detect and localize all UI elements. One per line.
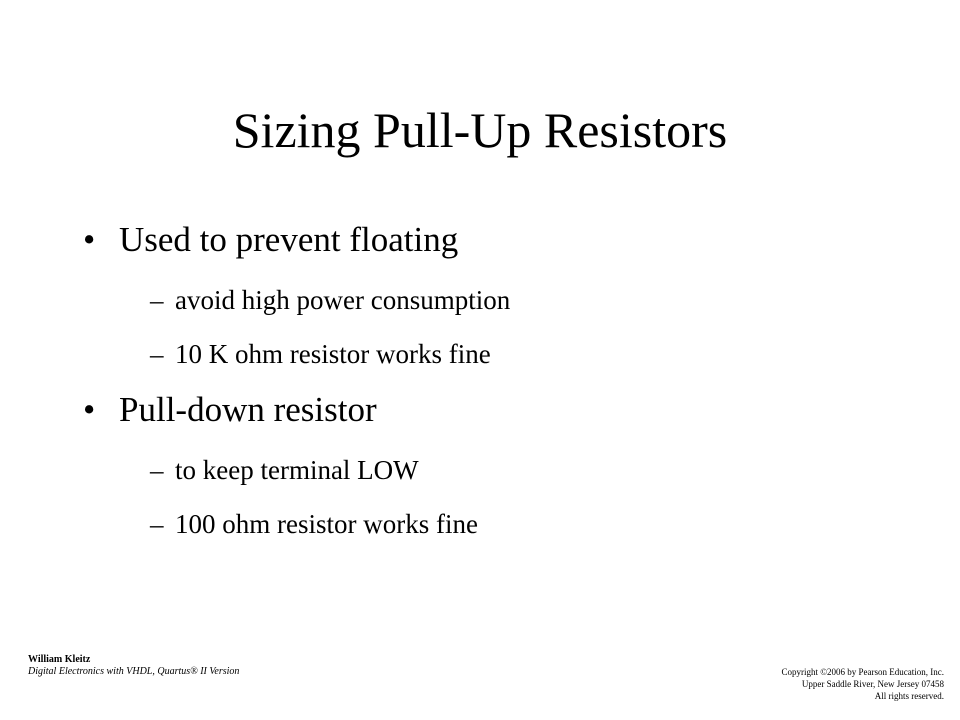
footer-copyright-line: Upper Saddle River, New Jersey 07458 <box>801 679 944 689</box>
sub-bullet-text: avoid high power consumption <box>175 285 511 315</box>
sub-bullet-marker: – <box>150 509 164 539</box>
footer-author: William Kleitz <box>28 654 91 665</box>
bullet-marker: • <box>83 390 96 429</box>
sub-bullet-marker: – <box>150 339 164 369</box>
sub-bullet-marker: – <box>150 285 164 315</box>
sub-bullet-marker: – <box>150 455 164 485</box>
bullet-text: Used to prevent floating <box>119 220 459 259</box>
footer-copyright-line: All rights reserved. <box>874 691 944 701</box>
sub-bullet-text: 100 ohm resistor works fine <box>175 509 478 539</box>
bullet-marker: • <box>83 220 96 259</box>
footer-copyright-block <box>644 666 944 702</box>
bullet-text: Pull-down resistor <box>119 390 377 429</box>
footer-author-block <box>28 654 258 678</box>
footer-book-title: Digital Electronics with VHDL, Quartus® II Version <box>28 666 240 677</box>
slide-title: Sizing Pull-Up Resistors <box>232 102 728 158</box>
footer-copyright-line: Copyright ©2006 by Pearson Education, Inc. <box>781 667 944 677</box>
sub-bullet-text: to keep terminal LOW <box>175 455 419 485</box>
sub-bullet-text: 10 K ohm resistor works fine <box>175 339 491 369</box>
